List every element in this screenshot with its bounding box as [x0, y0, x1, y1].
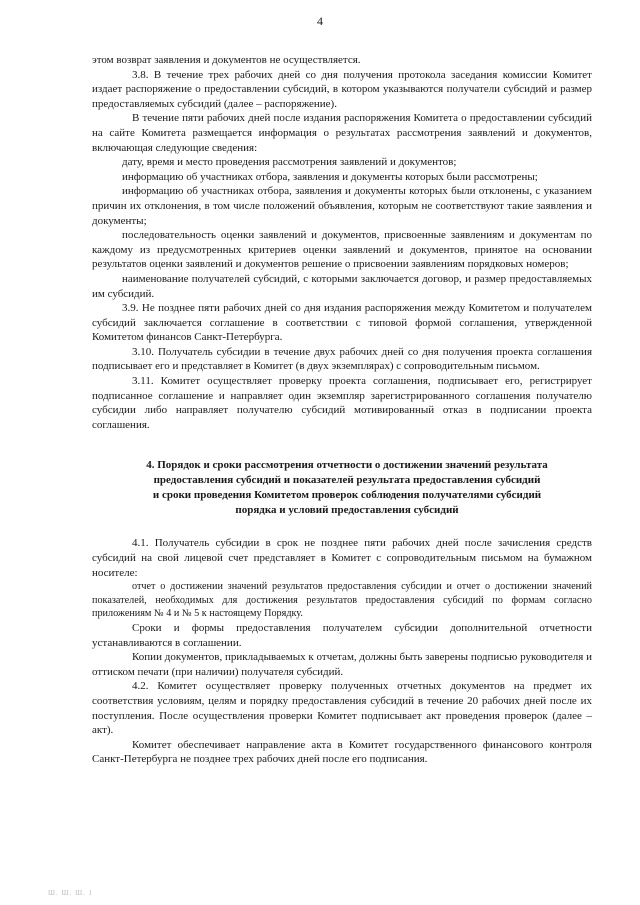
paragraph: последовательность оценки заявлений и документов, присвоенные заявлениям и документам по каждому из предусмотренных критериев оценки заявлений и документов, принятое на основании результатов оценки заявлений и документов решение о присвоении заявлениям порядковых номеров;	[92, 229, 592, 271]
paragraph: дату, время и место проведения рассмотрения заявлений и документов;	[122, 156, 457, 169]
footer-mark: Ш. Ш. Ш. 1	[48, 889, 94, 897]
paragraph: В течение пяти рабочих дней после издания распоряжения Комитета о предоставлении субсидий на сайте Комитета размещается информация о результатах рассмотрения заявлений и документов, включающая следующие сведения:	[92, 112, 592, 154]
document-body	[92, 53, 592, 767]
paragraph: информацию об участниках отбора, заявления и документы которых были рассмотрены;	[122, 170, 538, 183]
paragraph: 4.2. Комитет осуществляет проверку полученных отчетных документов на предмет их соответствия условиям, целям и порядку предоставления субсидий в течение 20 рабочих дней после их поступления. После осуществления проверки Комитет подписывает акт проведения проверок (далее – акт).	[92, 680, 592, 737]
paragraph: Сроки и формы предоставления получателем субсидии дополнительной отчетности устанавливаются в соглашении.	[92, 622, 592, 649]
paragraph: 3.8. В течение трех рабочих дней со дня получения протокола заседания комиссии Комитет издает распоряжение о предоставлении субсидий, в котором указываются получатели субсидий и размер предоставляемых субсидий (далее – распоряжение).	[92, 68, 592, 110]
section-heading-line: предоставления субсидий и показателей результата предоставления субсидий	[153, 474, 541, 487]
paragraph: 4.1. Получатель субсидии в срок не позднее пяти рабочих дней после зачисления средств субсидий на свой лицевой счет представляет в Комитет с сопроводительным письмом на бумажном носителе:	[92, 537, 592, 579]
paragraph: 3.11. Комитет осуществляет проверку проекта соглашения, подписывает его, регистрирует подписанное соглашение и направляет один экземпляр зарегистрированного соглашения получателю субсидии либо направляет получателю субсидий мотивированный отказ в подписании проекта соглашения.	[92, 375, 592, 431]
page-number: 4	[317, 14, 323, 28]
section-heading	[92, 458, 592, 518]
paragraph: 3.10. Получатель субсидии в течение двух рабочих дней со дня получения проекта соглашения подписывает его и представляет в Комитет (в двух экземплярах) с сопроводительным письмом.	[92, 345, 592, 373]
section-heading-line: 4. Порядок и сроки рассмотрения отчетности о достижении значений результата	[146, 459, 548, 472]
paragraph: Комитет обеспечивает направление акта в Комитет государственного финансового контроля Санкт-Петербурга не позднее трех рабочих дней после его подписания.	[92, 738, 592, 766]
paragraph: наименование получателей субсидий, с которыми заключается договор, и размер предоставляемых им субсидий.	[92, 272, 592, 300]
paragraph: информацию об участниках отбора, заявления и документы которых были отклонены, с указанием причин их отклонения, в том числе положений объявления, которым не соответствуют такие заявления и документы;	[92, 185, 592, 227]
paragraph: 3.9. Не позднее пяти рабочих дней со дня издания распоряжения между Комитетом и получателем субсидий заключается соглашение в соответствии с типовой формой соглашения, утвержденной Комитетом финансов Санкт-Петербурга.	[92, 302, 592, 344]
paragraph: Копии документов, прикладываемых к отчетам, должны быть заверены подписью руководителя и оттиском печати (при наличии) получателя субсидий.	[92, 651, 592, 678]
paragraph: этом возврат заявления и документов не осуществляется.	[92, 54, 361, 66]
section-heading-line: и сроки проведения Комитетом проверок соблюдения получателями субсидий	[152, 489, 542, 502]
section-heading-line: порядка и условий предоставления субсидий	[235, 504, 459, 517]
paragraph: отчет о достижении значений результатов предоставления субсидии и отчет о достижении значений показателей, необходимых для достижения результатов предоставления субсидий по формам согласно приложениям № 4 и № 5 к настоящему Порядку.	[92, 581, 592, 620]
